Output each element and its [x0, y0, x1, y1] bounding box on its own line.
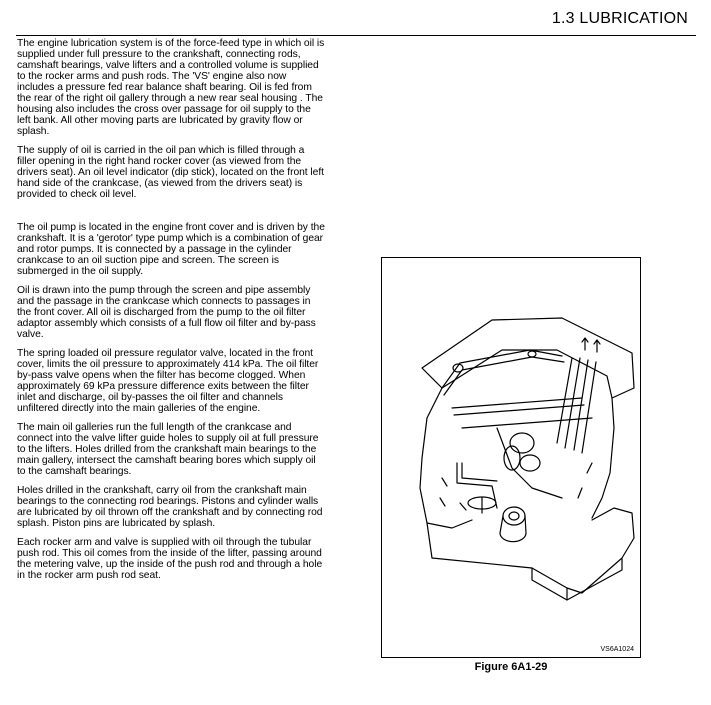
figure-image-code: VS6A1024: [600, 646, 634, 653]
paragraph-7: Holes drilled in the crankshaft, carry oil from the crankshaft main bearings to the connecting rod bearings. Pistons and cylinder walls are lubricated by oil thrown off the crankshaft and by connecting rod splash. Piston pins are lubricated by splash.: [17, 485, 323, 529]
paragraph-8: Each rocker arm and valve is supplied with oil through the tubular push rod. This oil comes from the inside of the lifter, passing around the metering valve, up the inside of the push rod and through a hole in the rocker arm push rod seat.: [17, 537, 323, 581]
paragraph-3: The oil pump is located in the engine front cover and is driven by the crankshaft. It is a 'gerotor' type pump which is a combination of gear and rotor pumps. It is connected by a passage in the cylinder crankcase to an oil suction pipe and screen. The screen is submerged in the oil supply.: [17, 222, 325, 277]
figure-caption: Figure 6A1-29: [474, 661, 548, 673]
paragraph-4: Oil is drawn into the pump through the screen and pipe assembly and the passage in the crankcase which connects to passages in the front cover. All oil is discharged from the pump to the oil filter adaptor assembly which consists of a full flow oil filter and by-pass valve.: [17, 285, 316, 340]
paragraph-5: The spring loaded oil pressure regulator valve, located in the front cover, limits the oil pressure to approximately 414 kPa. The oil filter by-pass valve opens when the filter has become clogged. When approximately 69 kPa pressure difference exits between the filter inlet and discharge, oil by-passes the oil filter and channels unfiltered directly into the main galleries of the engine.: [17, 348, 319, 414]
section-title: 1.3 LUBRICATION: [551, 10, 688, 27]
body-text-column: [17, 38, 325, 589]
paragraph-1: The engine lubrication system is of the force-feed type in which oil is supplied under full pressure to the crankshaft, connecting rods, camshaft bearings, valve lifters and a controlled volume is supplied to the rocker arms and push rods. The 'VS' engine also now includes a pressure fed rear balance shaft bearing. Oil is fed from the rear of the right oil gallery through a new rear seal housing . The housing also includes the cross over passage for oil supply to the left bank. All other moving parts are lubricated by gravity flow or splash.: [17, 38, 325, 137]
engine-lubrication-diagram: [382, 258, 640, 657]
paragraph-6: The main oil galleries run the full length of the crankcase and connect into the valve lifter guide holes to supply oil at full pressure to the lifters. Holes drilled from the crankshaft main bearings to the main gallery, intersect the camshaft bearing bores which supply oil to the camshaft bearings.: [17, 422, 319, 477]
paragraph-2: The supply of oil is carried in the oil pan which is filled through a filler opening in the right hand rocker cover (as viewed from the drivers seat). An oil level indicator (dip stick), located on the front left hand side of the crankcase, (as viewed from the drivers seat) is provided to check oil level.: [17, 145, 324, 200]
figure-frame: [381, 257, 641, 658]
header-rule: [16, 35, 696, 36]
